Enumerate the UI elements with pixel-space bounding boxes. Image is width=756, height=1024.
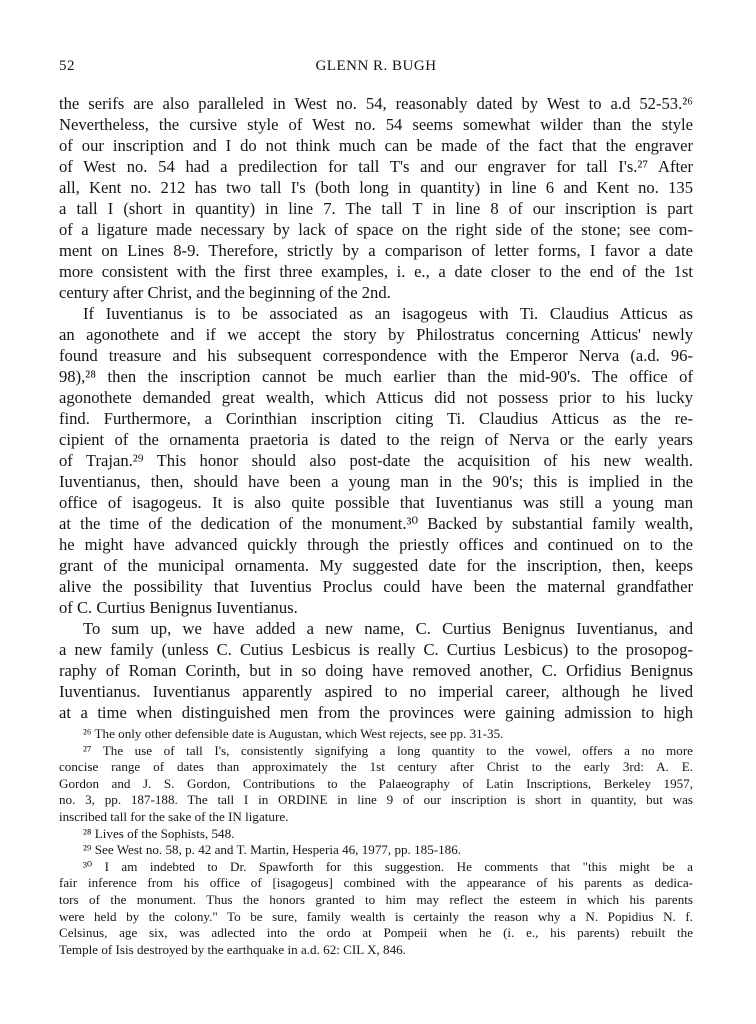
text-line: Nevertheless, the cursive style of West no. 54 seems somewhat wilder than the style [59,115,693,134]
footnotes [59,726,693,958]
text-line: an agonothete and if we accept the story by Philostratus concerning Atticus' newly [59,325,693,344]
text-line: If Iuventianus is to be associated as an isagogeus with Ti. Claudius Atticus as [83,304,693,323]
text-line: Iuventianus. Iuventianus apparently aspired to no imperial career, although he lived [59,682,693,701]
footnote-line: concise range of dates than approximately the 1st century after Christ to the early 3rd: A. E. [59,759,693,775]
footnote-line: ²⁶ The only other defensible date is Augustan, which West rejects, see pp. 31-35. [83,726,504,741]
text-line: more consistent with the first three examples, i. e., a date closer to the end of the 1st [59,262,693,281]
text-line: found treasure and his subsequent correspondence with the Emperor Nerva (a.d. 96- [59,346,693,365]
footnote-line: inscribed tall for the sake of the IN ligature. [59,808,289,824]
text-line: ment on Lines 8-9. Therefore, strictly by a comparison of letter forms, I favor a date [59,241,693,260]
text-line: To sum up, we have added a new name, C. Curtius Benignus Iuventianus, and [83,619,693,638]
text-line: the serifs are also paralleled in West no. 54, reasonably dated by West to a.d 52-53.²⁶ [59,94,693,113]
text-line: he might have advanced quickly through the priestly offices and continued on to the [59,535,693,554]
text-line: alive the possibility that Iuventius Proclus could have been the maternal grandfather [59,577,693,596]
running-head [59,58,693,80]
text-line: of our inscription and I do not think much can be made of the fact that the engraver [59,136,693,155]
text-line: of C. Curtius Benignus Iuventianus. [59,598,298,617]
footnote-line: Temple of Isis destroyed by the earthquake in a.d. 62: CIL X, 846. [59,941,406,957]
text-line: century after Christ, and the beginning of the 2nd. [59,283,391,302]
footnote-line: fair inference from his office of [isagogeus] combined with the appearance of his parents as dedica- [59,875,693,891]
text-line: at a time when distinguished men from the provinces were gaining admission to high [59,703,693,722]
text-line: office of isagogeus. It is also quite possible that Iuventianus was still a young man [59,493,693,512]
text-line: a tall I (short in quantity) in line 7. The tall T in line 8 of our inscription is part [59,199,693,218]
text-line: of West no. 54 had a predilection for tall T's and our engraver for tall I's.²⁷ After [59,157,693,176]
text-line: find. Furthermore, a Corinthian inscription citing Ti. Claudius Atticus as the re- [59,409,693,428]
footnote-line: Celsinus, age six, was adlected into the ordo at Pompeii when he (i. e., his parents) rebuilt the [59,925,693,941]
text-line: Iuventianus, then, should have been a young man in the 90's; this is implied in the [59,472,693,491]
text-line: agonothete demanded great wealth, which Atticus did not possess prior to his lucky [59,388,693,407]
text-line: of a ligature made necessary by lack of space on the right side of the stone; see com- [59,220,693,239]
text-line: cipient of the ornamenta praetoria is dated to the reign of Nerva or the early years [59,430,693,449]
footnote-line: were held by the colony." To be sure, family wealth is certainly the reason why a N. Popidius N. f. [59,908,693,924]
text-line: grant of the municipal ornamenta. My suggested date for the inscription, then, keeps [59,556,693,575]
footnote-line: tors of the monument. Thus the honors granted to him may reflect the esteem in which his parents [59,891,693,907]
footnote-line: ²⁷ The use of tall I's, consistently signifying a long quantity to the vowel, offers a no more [83,742,693,758]
running-head-title: GLENN R. BUGH [315,58,437,74]
footnote-line: no. 3, pp. 187-188. The tall I in ORDINE in line 9 of our inscription is short in quantity, but was [59,792,693,808]
footnote-line: ³⁰ I am indebted to Dr. Spawforth for this suggestion. He comments that "this might be a [83,858,693,874]
footnote-line: Gordon and J. S. Gordon, Contributions to the Palaeography of Latin Inscriptions, Berkeley 1957, [59,775,693,791]
text-line: raphy of Roman Corinth, but in so doing have removed another, C. Orfidius Benignus [59,661,693,680]
text-line: a new family (unless C. Cutius Lesbicus is really C. Curtius Lesbicus) to the prosopog- [59,640,693,659]
body-text [59,93,693,723]
text-line: of Trajan.²⁹ This honor should also post-date the acquisition of his new wealth. [59,451,693,470]
page-number: 52 [59,58,75,74]
text-line: at the time of the dedication of the monument.³⁰ Backed by substantial family wealth, [59,514,693,533]
footnote-line: ²⁸ Lives of the Sophists, 548. [83,825,235,841]
footnote-line: ²⁹ See West no. 58, p. 42 and T. Martin, Hesperia 46, 1977, pp. 185-186. [83,842,462,858]
text-line: 98),²⁸ then the inscription cannot be much earlier than the mid-90's. The office of [59,367,693,386]
text-line: all, Kent no. 212 has two tall I's (both long in quantity) in line 6 and Kent no. 135 [59,178,693,197]
